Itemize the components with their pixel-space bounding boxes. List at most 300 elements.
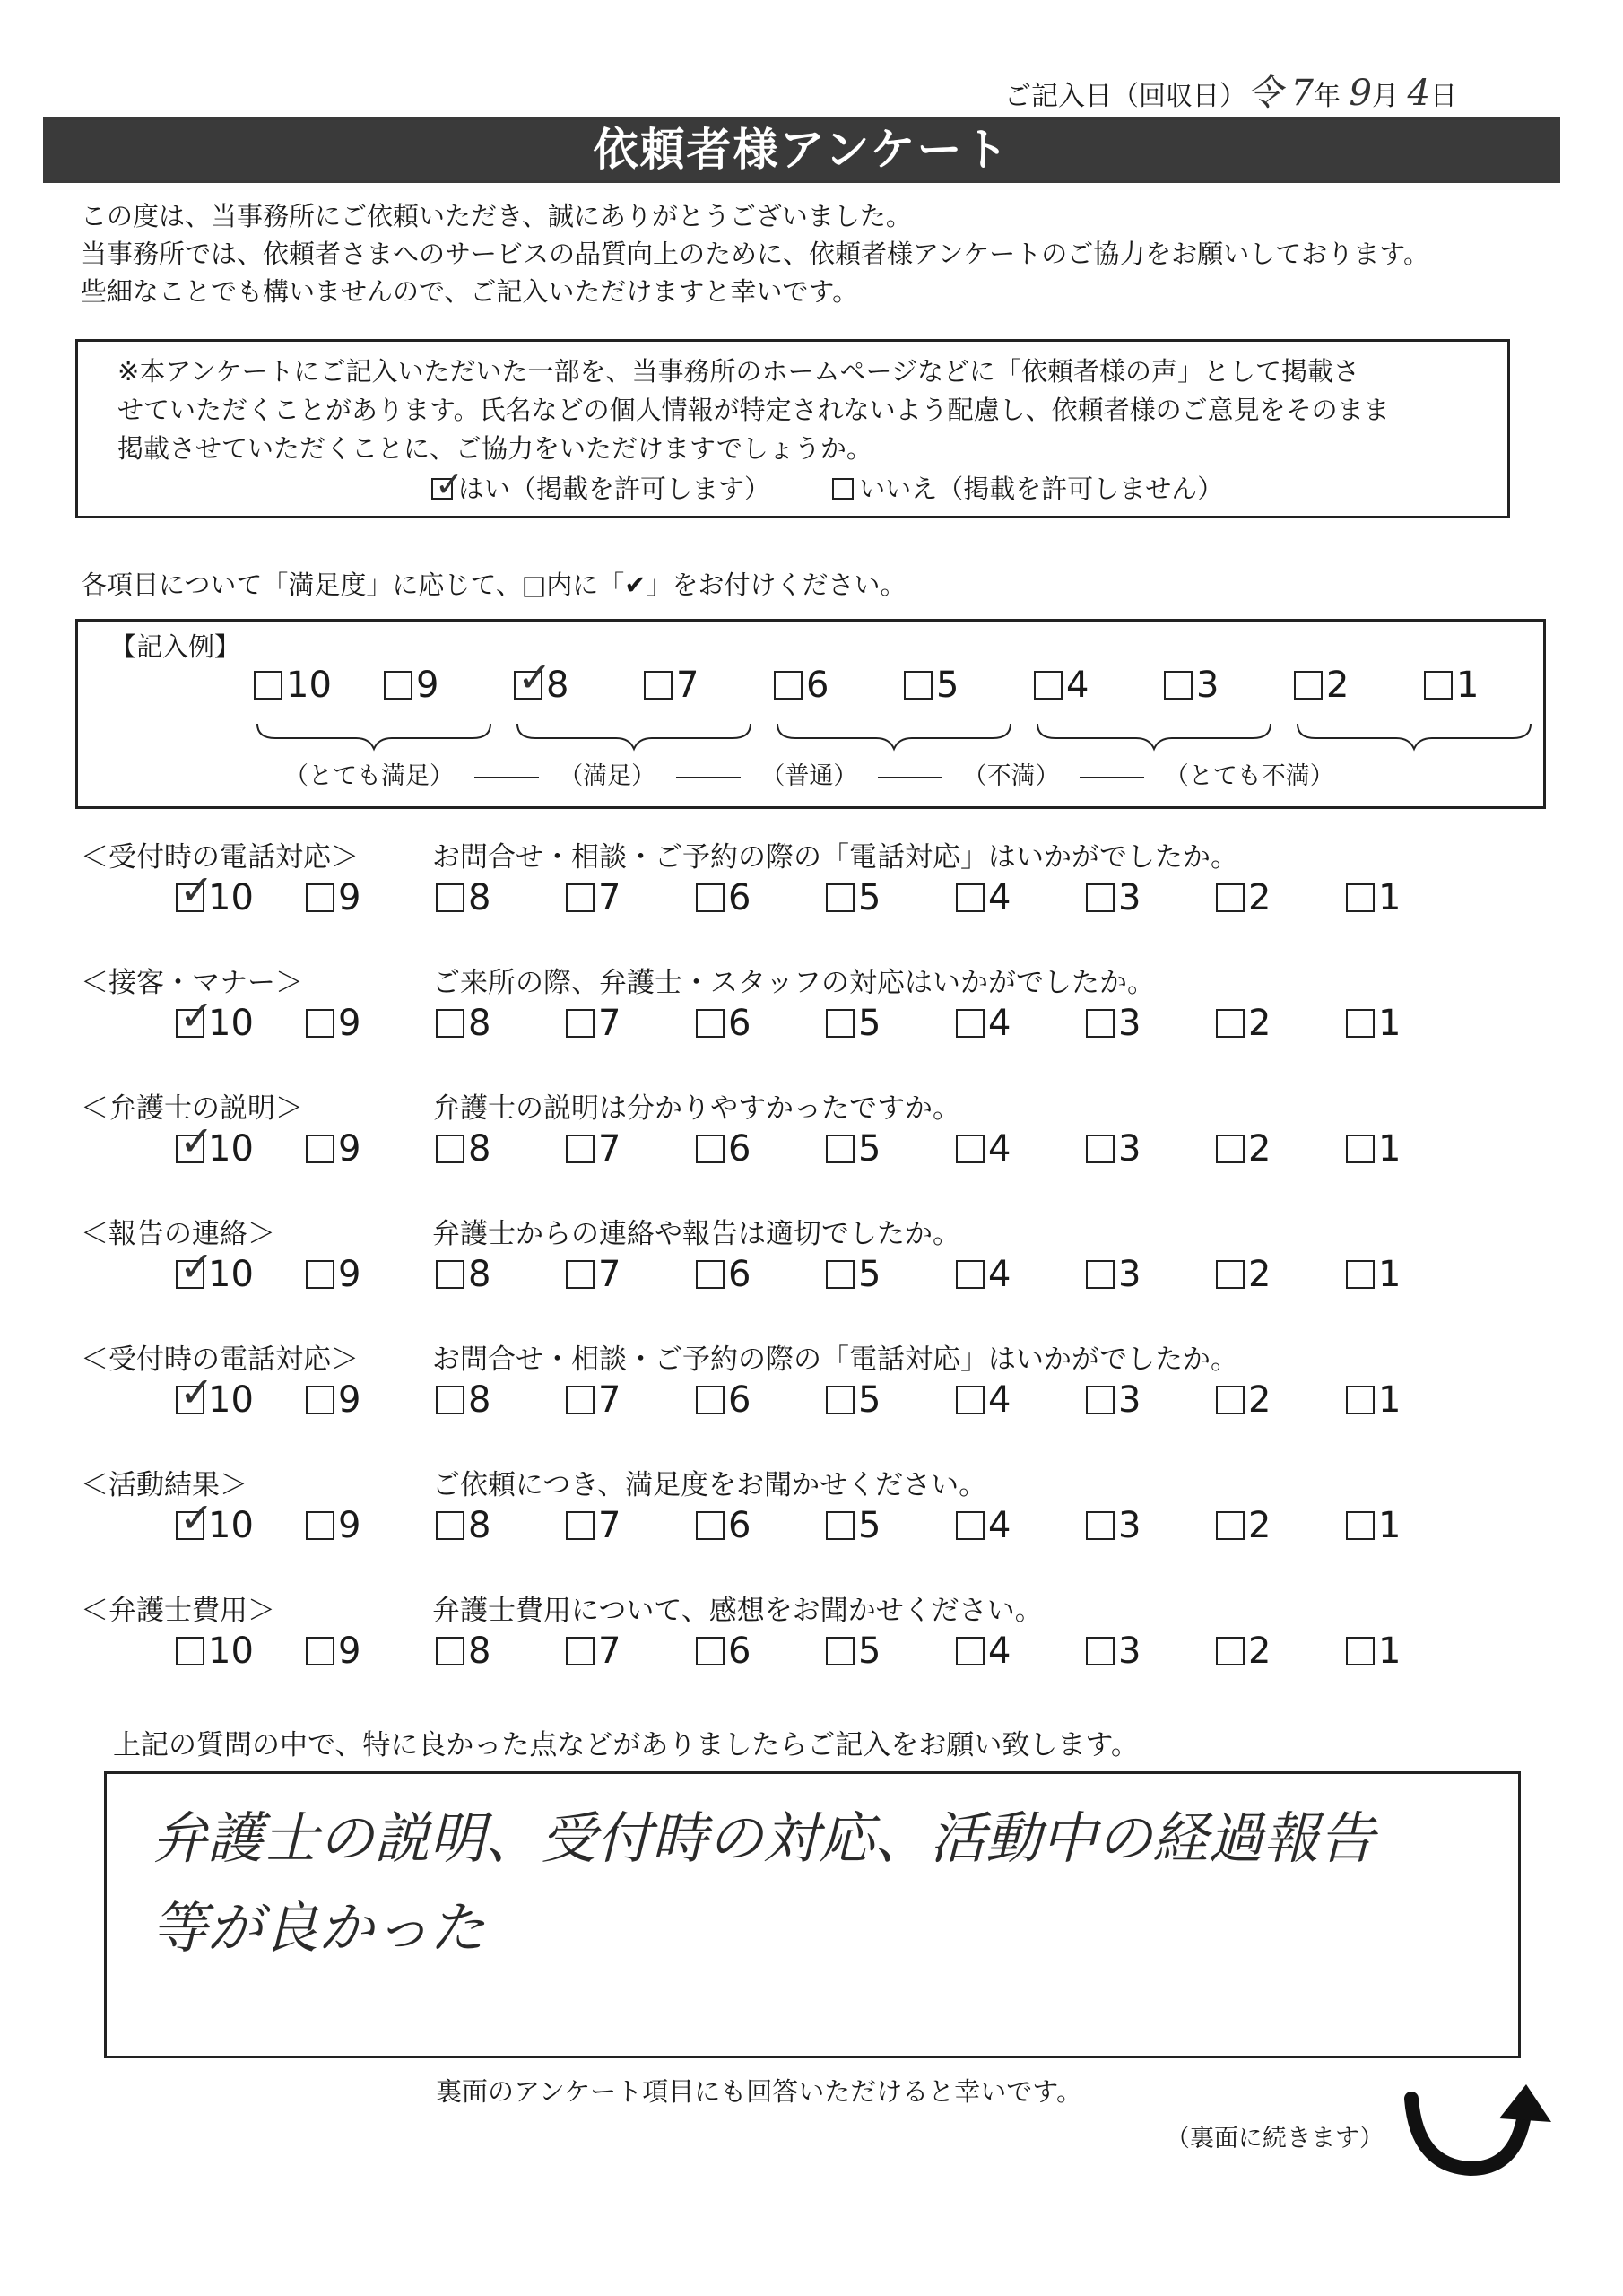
scale-value: 7 bbox=[598, 1379, 621, 1421]
scale-option-3[interactable] bbox=[1086, 1631, 1216, 1672]
checkbox-icon[interactable] bbox=[436, 1386, 464, 1414]
scale-option-5[interactable] bbox=[826, 877, 956, 918]
scale-option-7[interactable] bbox=[566, 1254, 696, 1295]
scale-value: 6 bbox=[728, 1631, 751, 1672]
scale-option-5[interactable] bbox=[826, 1631, 956, 1672]
scale-option-9[interactable] bbox=[306, 1631, 436, 1672]
scale-value: 9 bbox=[338, 1128, 361, 1170]
scale-option-5[interactable] bbox=[904, 665, 1034, 706]
scale-brackets bbox=[248, 718, 1558, 754]
legend-satisfied: （満足） bbox=[559, 762, 656, 790]
checkbox-icon[interactable] bbox=[956, 883, 985, 912]
checkbox-icon[interactable] bbox=[774, 671, 803, 700]
scale-option-3[interactable] bbox=[1086, 1379, 1216, 1421]
rating-scale bbox=[176, 1631, 1476, 1672]
scale-value: 10 bbox=[286, 665, 332, 706]
scale-option-8[interactable] bbox=[436, 1631, 566, 1672]
checkbox-icon[interactable] bbox=[306, 1135, 334, 1163]
footer-text: 裏面のアンケート項目にも回答いただけると幸いです。 bbox=[436, 2076, 1082, 2107]
scale-value: 3 bbox=[1118, 877, 1141, 918]
scale-option-9[interactable] bbox=[306, 1254, 436, 1295]
date-year[interactable]: 7 bbox=[1290, 73, 1314, 114]
scale-option-3[interactable] bbox=[1086, 1003, 1216, 1044]
comment-box[interactable] bbox=[104, 1771, 1521, 2058]
scale-option-10[interactable] bbox=[176, 1117, 306, 1170]
scale-option-4[interactable] bbox=[956, 1254, 1086, 1295]
scale-option-9[interactable] bbox=[384, 665, 514, 706]
scale-option-1[interactable] bbox=[1424, 665, 1554, 706]
scale-value: 3 bbox=[1118, 1379, 1141, 1421]
scale-option-4[interactable] bbox=[1034, 665, 1164, 706]
scale-value: 4 bbox=[988, 1631, 1011, 1672]
checkbox-icon[interactable] bbox=[644, 671, 673, 700]
check-mark-icon: ✓ bbox=[179, 1368, 214, 1416]
checkbox-icon[interactable] bbox=[306, 1386, 334, 1414]
scale-value: 1 bbox=[1378, 1128, 1402, 1170]
scale-option-9[interactable] bbox=[306, 1128, 436, 1170]
scale-value: 9 bbox=[416, 665, 439, 706]
checkbox-icon[interactable] bbox=[956, 1009, 985, 1038]
checkbox-icon[interactable] bbox=[306, 1511, 334, 1540]
scale-value: 9 bbox=[338, 1254, 361, 1295]
continued-text: （裏面に続きます） bbox=[1166, 2125, 1384, 2152]
checkbox-icon[interactable] bbox=[1346, 1511, 1375, 1540]
scale-value: 9 bbox=[338, 1003, 361, 1044]
consent-no-option[interactable] bbox=[832, 470, 1223, 509]
scale-value: 8 bbox=[546, 665, 569, 706]
scale-option-6[interactable] bbox=[696, 1003, 826, 1044]
scale-value: 2 bbox=[1248, 1505, 1271, 1546]
scale-value: 5 bbox=[858, 1379, 881, 1421]
rating-scale bbox=[176, 1368, 1476, 1421]
legend-very-satisfied: （とても満足） bbox=[284, 762, 454, 790]
scale-option-1[interactable] bbox=[1346, 1128, 1476, 1170]
consent-line: 掲載させていただくことに、ご協力をいただけますでしょうか。 bbox=[117, 433, 872, 464]
checkbox-icon[interactable] bbox=[1086, 1386, 1115, 1414]
question-header bbox=[81, 1587, 1043, 1628]
scale-value: 3 bbox=[1196, 665, 1219, 706]
checkbox-icon[interactable] bbox=[1216, 1511, 1245, 1540]
scale-value: 3 bbox=[1118, 1128, 1141, 1170]
scale-option-1[interactable] bbox=[1346, 1505, 1476, 1546]
scale-value: 3 bbox=[1118, 1003, 1141, 1044]
checkbox-icon[interactable] bbox=[1086, 1637, 1115, 1665]
intro-line: 当事務所では、依頼者さまへのサービスの品質向上のために、依頼者様アンケートのご協力をお願いしております。 bbox=[81, 239, 1429, 269]
turn-arrow-icon bbox=[1399, 2072, 1560, 2188]
checkbox-icon[interactable] bbox=[826, 1009, 855, 1038]
checkbox-icon[interactable] bbox=[1346, 1260, 1375, 1289]
scale-value: 8 bbox=[468, 1003, 491, 1044]
scale-value: 1 bbox=[1456, 665, 1480, 706]
checkbox-icon[interactable] bbox=[956, 1260, 985, 1289]
checkbox-icon[interactable] bbox=[1294, 671, 1323, 700]
question-title: ＜活動結果＞ bbox=[81, 1469, 247, 1501]
checkbox-icon[interactable] bbox=[384, 671, 412, 700]
checkbox-icon[interactable] bbox=[956, 1386, 985, 1414]
scale-value: 10 bbox=[208, 1003, 254, 1044]
scale-option-10[interactable] bbox=[176, 1493, 306, 1546]
scale-option-3[interactable] bbox=[1086, 1505, 1216, 1546]
checkbox-icon[interactable] bbox=[1034, 671, 1063, 700]
checkbox-icon[interactable] bbox=[696, 883, 725, 912]
question-header bbox=[81, 960, 1155, 1000]
scale-option-6[interactable] bbox=[696, 877, 826, 918]
checkbox-icon[interactable] bbox=[176, 1242, 214, 1291]
checkbox-icon[interactable] bbox=[306, 1009, 334, 1038]
checkbox-icon[interactable] bbox=[306, 1637, 334, 1665]
scale-value: 1 bbox=[1378, 1505, 1402, 1546]
scale-value: 1 bbox=[1378, 877, 1402, 918]
scale-value: 7 bbox=[676, 665, 699, 706]
checkbox-icon[interactable] bbox=[956, 1637, 985, 1665]
checkbox-icon[interactable] bbox=[176, 1637, 204, 1665]
scale-value: 2 bbox=[1326, 665, 1350, 706]
scale-option-8[interactable] bbox=[436, 1003, 566, 1044]
scale-value: 7 bbox=[598, 1128, 621, 1170]
scale-value: 8 bbox=[468, 877, 491, 918]
scale-option-5[interactable] bbox=[826, 1505, 956, 1546]
question-title: ＜受付時の電話対応＞ bbox=[81, 841, 359, 874]
scale-value: 9 bbox=[338, 1505, 361, 1546]
checkbox-icon[interactable] bbox=[696, 1511, 725, 1540]
scale-value: 8 bbox=[468, 1505, 491, 1546]
scale-option-1[interactable] bbox=[1346, 1631, 1476, 1672]
scale-option-9[interactable] bbox=[306, 877, 436, 918]
check-mark-icon: ✓ bbox=[435, 465, 464, 504]
example-scale bbox=[254, 653, 1554, 706]
check-mark-icon: ✓ bbox=[179, 991, 214, 1039]
scale-value: 5 bbox=[858, 877, 881, 918]
rating-scale bbox=[176, 991, 1476, 1044]
checkbox-icon[interactable] bbox=[1086, 1260, 1115, 1289]
checkbox-icon[interactable] bbox=[566, 1386, 595, 1414]
scale-option-9[interactable] bbox=[306, 1505, 436, 1546]
scale-value: 6 bbox=[728, 1505, 751, 1546]
scale-value: 1 bbox=[1378, 1379, 1402, 1421]
checkbox-icon[interactable] bbox=[1216, 883, 1245, 912]
scale-value: 9 bbox=[338, 1631, 361, 1672]
scale-option-5[interactable] bbox=[826, 1379, 956, 1421]
checkbox-icon[interactable] bbox=[696, 1260, 725, 1289]
scale-value: 4 bbox=[988, 877, 1011, 918]
legend-very-dissatisfied: （とても不満） bbox=[1164, 762, 1334, 790]
scale-value: 8 bbox=[468, 1254, 491, 1295]
scale-option-1[interactable] bbox=[1346, 1379, 1476, 1421]
scale-option-5[interactable] bbox=[826, 1003, 956, 1044]
scale-value: 5 bbox=[858, 1505, 881, 1546]
scale-option-4[interactable] bbox=[956, 877, 1086, 918]
scale-option-2[interactable] bbox=[1216, 1631, 1346, 1672]
scale-value: 4 bbox=[988, 1379, 1011, 1421]
rating-scale bbox=[176, 865, 1476, 918]
scale-option-2[interactable] bbox=[1216, 1379, 1346, 1421]
scale-value: 9 bbox=[338, 1379, 361, 1421]
checkbox-icon[interactable] bbox=[436, 1135, 464, 1163]
date-month[interactable]: 9 bbox=[1349, 73, 1372, 114]
scale-value: 8 bbox=[468, 1379, 491, 1421]
scale-option-9[interactable] bbox=[306, 1379, 436, 1421]
scale-value: 7 bbox=[598, 1505, 621, 1546]
scale-option-4[interactable] bbox=[956, 1003, 1086, 1044]
scale-option-4[interactable] bbox=[956, 1128, 1086, 1170]
scale-option-8[interactable] bbox=[436, 1505, 566, 1546]
intro-line: 些細なことでも構いませんので、ご記入いただけますと幸いです。 bbox=[81, 276, 859, 307]
scale-value: 10 bbox=[208, 1631, 254, 1672]
checkbox-icon[interactable] bbox=[566, 1637, 595, 1665]
scale-option-2[interactable] bbox=[1216, 877, 1346, 918]
checkbox-icon[interactable] bbox=[826, 1386, 855, 1414]
checkbox-icon[interactable] bbox=[1346, 1135, 1375, 1163]
scale-value: 2 bbox=[1248, 1254, 1271, 1295]
consent-box bbox=[75, 339, 1510, 518]
scale-value: 5 bbox=[858, 1254, 881, 1295]
question-text: 弁護士からの連絡や報告は適切でしたか。 bbox=[432, 1218, 960, 1250]
checkbox-icon[interactable] bbox=[1346, 1009, 1375, 1038]
checkbox-icon[interactable] bbox=[176, 1117, 214, 1165]
checkbox-icon[interactable] bbox=[1346, 883, 1375, 912]
checkbox-icon[interactable] bbox=[1086, 1009, 1115, 1038]
rating-scale bbox=[176, 1242, 1476, 1295]
checkbox-icon[interactable] bbox=[1346, 1637, 1375, 1665]
scale-value: 4 bbox=[988, 1128, 1011, 1170]
question-text: 弁護士の説明は分かりやすかったですか。 bbox=[432, 1092, 960, 1125]
consent-line: ※本アンケートにご記入いただいた一部を、当事務所のホームページなどに「依頼者様の声」として掲載さ bbox=[117, 356, 1359, 387]
scale-option-8[interactable] bbox=[436, 877, 566, 918]
scale-option-6[interactable] bbox=[696, 1254, 826, 1295]
example-box bbox=[75, 619, 1546, 809]
scale-option-7[interactable] bbox=[566, 1379, 696, 1421]
checkbox-icon[interactable] bbox=[1164, 671, 1193, 700]
checkbox-icon[interactable] bbox=[1086, 1511, 1115, 1540]
question-text: ご来所の際、弁護士・スタッフの対応はいかがでしたか。 bbox=[432, 967, 1155, 999]
day-unit: 日 bbox=[1430, 81, 1457, 112]
question-text: お問合せ・相談・ご予約の際の「電話対応」はいかがでしたか。 bbox=[432, 841, 1238, 874]
question-title: ＜報告の連絡＞ bbox=[81, 1218, 275, 1250]
checkbox-icon[interactable] bbox=[176, 1368, 214, 1416]
checkbox-icon[interactable] bbox=[514, 653, 552, 701]
scale-option-4[interactable] bbox=[956, 1631, 1086, 1672]
rating-scale bbox=[176, 1117, 1476, 1170]
check-mark-icon: ✓ bbox=[517, 653, 552, 701]
checkbox-icon[interactable] bbox=[436, 1637, 464, 1665]
scale-value: 2 bbox=[1248, 877, 1271, 918]
scale-value: 7 bbox=[598, 1631, 621, 1672]
scale-value: 2 bbox=[1248, 1128, 1271, 1170]
scale-value: 9 bbox=[338, 877, 361, 918]
scale-value: 3 bbox=[1118, 1254, 1141, 1295]
checkbox-icon[interactable] bbox=[832, 478, 854, 500]
scale-value: 2 bbox=[1248, 1003, 1271, 1044]
question-header bbox=[81, 834, 1238, 874]
scale-value: 5 bbox=[858, 1128, 881, 1170]
checkbox-icon[interactable] bbox=[436, 883, 464, 912]
checkbox-icon[interactable] bbox=[254, 671, 282, 700]
scale-value: 6 bbox=[728, 1254, 751, 1295]
scale-option-7[interactable] bbox=[566, 1003, 696, 1044]
scale-option-8[interactable] bbox=[436, 1254, 566, 1295]
date-era[interactable]: 令 bbox=[1246, 73, 1282, 114]
checkbox-icon[interactable] bbox=[826, 1511, 855, 1540]
checkbox-icon[interactable] bbox=[1216, 1637, 1245, 1665]
legend-dissatisfied: （不満） bbox=[962, 762, 1060, 790]
checkbox-icon[interactable] bbox=[306, 883, 334, 912]
scale-value: 4 bbox=[988, 1003, 1011, 1044]
scale-option-7[interactable] bbox=[566, 1128, 696, 1170]
scale-option-8[interactable] bbox=[436, 1379, 566, 1421]
scale-value: 10 bbox=[208, 1505, 254, 1546]
checkbox-icon[interactable] bbox=[1086, 1135, 1115, 1163]
checkbox-icon[interactable] bbox=[1216, 1260, 1245, 1289]
checkbox-icon[interactable] bbox=[956, 1135, 985, 1163]
scale-value: 1 bbox=[1378, 1254, 1402, 1295]
scale-option-3[interactable] bbox=[1086, 1254, 1216, 1295]
comment-line: 弁護士の説明、受付時の対応、活動中の経過報告 bbox=[152, 1805, 1376, 1871]
scale-option-6[interactable] bbox=[774, 665, 904, 706]
checkbox-icon[interactable] bbox=[696, 1009, 725, 1038]
scale-option-4[interactable] bbox=[956, 1505, 1086, 1546]
consent-yes-label: はい（掲載を許可します） bbox=[458, 474, 771, 504]
scale-value: 1 bbox=[1378, 1003, 1402, 1044]
consent-line: せていただくことがあります。氏名などの個人情報が特定されないよう配慮し、依頼者様のご意見をそのまま bbox=[117, 395, 1390, 425]
question-title: ＜弁護士費用＞ bbox=[81, 1595, 275, 1627]
checkbox-icon[interactable] bbox=[826, 1135, 855, 1163]
scale-option-10[interactable] bbox=[176, 865, 306, 918]
month-unit: 月 bbox=[1372, 81, 1399, 112]
scale-option-10[interactable] bbox=[176, 1631, 306, 1672]
question-text: お問合せ・相談・ご予約の際の「電話対応」はいかがでしたか。 bbox=[432, 1344, 1238, 1376]
checkbox-icon[interactable] bbox=[1346, 1386, 1375, 1414]
scale-option-6[interactable] bbox=[696, 1631, 826, 1672]
scale-value: 10 bbox=[208, 877, 254, 918]
comment-line: 等が良かった bbox=[152, 1895, 486, 1961]
scale-option-9[interactable] bbox=[306, 1003, 436, 1044]
scale-option-2[interactable] bbox=[1216, 1003, 1346, 1044]
checkbox-icon[interactable] bbox=[1424, 671, 1453, 700]
checkbox-icon[interactable] bbox=[1216, 1009, 1245, 1038]
consent-no-label: いいえ（掲載を許可しません） bbox=[859, 474, 1224, 504]
scale-option-6[interactable] bbox=[696, 1379, 826, 1421]
checkbox-icon[interactable] bbox=[904, 671, 933, 700]
checkbox-icon[interactable] bbox=[826, 1637, 855, 1665]
checkbox-icon[interactable] bbox=[566, 1135, 595, 1163]
scale-option-2[interactable] bbox=[1216, 1128, 1346, 1170]
scale-option-7[interactable] bbox=[566, 1505, 696, 1546]
question-title: ＜受付時の電話対応＞ bbox=[81, 1344, 359, 1376]
scale-value: 6 bbox=[806, 665, 829, 706]
scale-value: 7 bbox=[598, 1003, 621, 1044]
scale-value: 6 bbox=[728, 877, 751, 918]
checkbox-icon[interactable] bbox=[436, 1511, 464, 1540]
scale-option-6[interactable] bbox=[696, 1128, 826, 1170]
checkbox-icon[interactable] bbox=[696, 1386, 725, 1414]
scale-option-3[interactable] bbox=[1086, 1128, 1216, 1170]
scale-value: 3 bbox=[1118, 1631, 1141, 1672]
scale-option-8[interactable] bbox=[436, 1128, 566, 1170]
check-mark-icon: ✓ bbox=[179, 1493, 214, 1542]
scale-option-7[interactable] bbox=[644, 665, 774, 706]
checkbox-icon[interactable] bbox=[306, 1260, 334, 1289]
consent-yes-option[interactable] bbox=[431, 465, 771, 509]
question-text: ご依頼につき、満足度をお聞かせください。 bbox=[432, 1469, 987, 1501]
checkbox-icon[interactable] bbox=[826, 883, 855, 912]
scale-option-2[interactable] bbox=[1216, 1505, 1346, 1546]
scale-value: 5 bbox=[936, 665, 959, 706]
checkbox-icon[interactable] bbox=[1086, 883, 1115, 912]
checkbox-icon[interactable] bbox=[956, 1511, 985, 1540]
checkbox-icon[interactable] bbox=[431, 465, 464, 504]
scale-option-2[interactable] bbox=[1294, 665, 1424, 706]
scale-option-10[interactable] bbox=[176, 1242, 306, 1295]
scale-value: 10 bbox=[208, 1128, 254, 1170]
checkbox-icon[interactable] bbox=[1216, 1135, 1245, 1163]
scale-option-5[interactable] bbox=[826, 1254, 956, 1295]
scale-option-4[interactable] bbox=[956, 1379, 1086, 1421]
scale-option-1[interactable] bbox=[1346, 1003, 1476, 1044]
checkbox-icon[interactable] bbox=[176, 865, 214, 914]
checkbox-icon[interactable] bbox=[566, 1260, 595, 1289]
example-label: 【記入例】 bbox=[110, 631, 241, 662]
scale-option-7[interactable] bbox=[566, 1631, 696, 1672]
year-unit: 年 bbox=[1314, 81, 1341, 112]
scale-option-7[interactable] bbox=[566, 877, 696, 918]
checkbox-icon[interactable] bbox=[436, 1260, 464, 1289]
scale-option-3[interactable] bbox=[1164, 665, 1294, 706]
checkbox-icon[interactable] bbox=[176, 1493, 214, 1542]
scale-value: 4 bbox=[1066, 665, 1089, 706]
check-mark-icon: ✓ bbox=[179, 1117, 214, 1165]
scale-option-1[interactable] bbox=[1346, 1254, 1476, 1295]
scale-option-6[interactable] bbox=[696, 1505, 826, 1546]
question-header bbox=[81, 1336, 1238, 1377]
scale-value: 2 bbox=[1248, 1631, 1271, 1672]
checkbox-icon[interactable] bbox=[696, 1637, 725, 1665]
checkbox-icon[interactable] bbox=[1216, 1386, 1245, 1414]
scale-option-3[interactable] bbox=[1086, 877, 1216, 918]
scale-value: 7 bbox=[598, 877, 621, 918]
scale-option-1[interactable] bbox=[1346, 877, 1476, 918]
scale-value: 10 bbox=[208, 1379, 254, 1421]
scale-value: 3 bbox=[1118, 1505, 1141, 1546]
scale-value: 2 bbox=[1248, 1379, 1271, 1421]
question-text: 弁護士費用について、感想をお聞かせください。 bbox=[432, 1595, 1043, 1627]
scale-option-5[interactable] bbox=[826, 1128, 956, 1170]
checkbox-icon[interactable] bbox=[176, 991, 214, 1039]
date-day[interactable]: 4 bbox=[1407, 73, 1430, 114]
scale-value: 5 bbox=[858, 1631, 881, 1672]
checkbox-icon[interactable] bbox=[566, 883, 595, 912]
scale-option-10[interactable] bbox=[176, 991, 306, 1044]
scale-value: 4 bbox=[988, 1254, 1011, 1295]
scale-option-2[interactable] bbox=[1216, 1254, 1346, 1295]
scale-value: 1 bbox=[1378, 1631, 1402, 1672]
checkbox-icon[interactable] bbox=[566, 1511, 595, 1540]
question-title: ＜接客・マナー＞ bbox=[81, 967, 303, 999]
checkbox-icon[interactable] bbox=[696, 1135, 725, 1163]
checkbox-icon[interactable] bbox=[826, 1260, 855, 1289]
scale-value: 5 bbox=[858, 1003, 881, 1044]
scale-option-8[interactable] bbox=[514, 653, 644, 706]
checkbox-icon[interactable] bbox=[566, 1009, 595, 1038]
date-label: ご記入日（回収日） bbox=[1004, 81, 1246, 112]
consent-options bbox=[431, 465, 1468, 509]
legend-neutral: （普通） bbox=[760, 762, 858, 790]
scale-value: 8 bbox=[468, 1128, 491, 1170]
scale-option-10[interactable] bbox=[254, 665, 384, 706]
page-title: 依頼者様アンケート bbox=[43, 117, 1560, 183]
scale-option-10[interactable] bbox=[176, 1368, 306, 1421]
checkbox-icon[interactable] bbox=[436, 1009, 464, 1038]
scale-value: 6 bbox=[728, 1128, 751, 1170]
